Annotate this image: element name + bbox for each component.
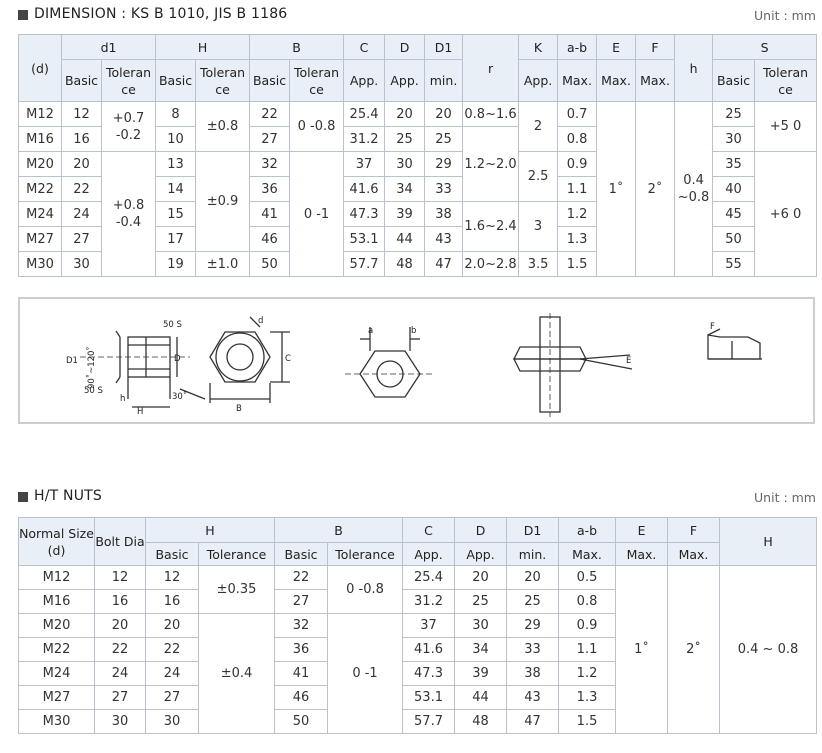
cell-B: 22 [275,566,328,590]
cell-bolt: 27 [95,686,146,710]
subhead-basic: Basic [275,543,328,566]
cell-D: 30 [455,614,507,638]
cell-size: M30 [19,710,95,734]
cell-C: 37 [403,614,455,638]
cell-C: 31.2 [344,127,385,152]
cell-ab: 1.2 [558,202,597,227]
cell-S-tol: +6 0 [755,152,817,277]
label-D: D [174,354,181,364]
cell-C: 41.6 [403,638,455,662]
cell-B: 27 [250,127,290,152]
cell-B: 46 [275,686,328,710]
subhead-tolerance: Toleran ce [196,60,250,102]
cell-ab: 1.3 [559,686,616,710]
cell-C: 53.1 [403,686,455,710]
cell-r: 2.0~2.8 [463,252,519,277]
cell-B: 36 [250,177,290,202]
cell-ab: 1.1 [559,638,616,662]
col-bolt-dia: Bolt Dia [95,518,146,566]
col-H: H [156,35,250,60]
cell-ab: 1.5 [558,252,597,277]
subhead-basic: Basic [62,60,102,102]
cell-ab: 0.9 [559,614,616,638]
subhead-tolerance: Toleran ce [290,60,344,102]
cell-H: 15 [156,202,196,227]
label-50s: 50 S [163,320,182,330]
cell-d1: 30 [62,252,102,277]
cell-D: 39 [385,202,425,227]
cell-bolt: 12 [95,566,146,590]
col-E: E [597,35,636,60]
section-bullet-icon [18,492,28,502]
cell-B: 50 [275,710,328,734]
table-row [19,566,817,590]
cell-D1: 38 [425,202,463,227]
cell-B-tol: 0 -1 [328,614,403,734]
cell-size: M12 [19,566,95,590]
label-F: F [710,322,715,332]
cell-B-tol: 0 -1 [290,152,344,277]
cell-B: 36 [275,638,328,662]
cell-S: 45 [713,202,755,227]
cell-D1: 33 [425,177,463,202]
cell-B-tol: 0 -0.8 [328,566,403,614]
label-30deg: 30˚ [172,392,188,402]
cell-bolt: 22 [95,638,146,662]
cell-h: 0.4 ~0.8 [675,102,713,277]
cell-size: M20 [19,152,62,177]
subhead-max: Max. [559,543,616,566]
cell-C: 41.6 [344,177,385,202]
cell-C: 31.2 [403,590,455,614]
section-title: H/T NUTS [34,488,103,504]
cell-S: 40 [713,177,755,202]
cell-H: 27 [146,686,199,710]
cell-bolt: 20 [95,614,146,638]
cell-ab: 0.8 [559,590,616,614]
label-D1: D1 [66,356,78,366]
subhead-tolerance: Toleran ce [102,60,156,102]
cell-H: 20 [146,614,199,638]
col-S: S [713,35,817,60]
cell-size: M16 [19,590,95,614]
label-angle: 90˚~120˚ [87,346,97,389]
cell-D1: 29 [507,614,559,638]
subhead-min: min. [425,60,463,102]
section-title: DIMENSION : KS B 1010, JIS B 1186 [34,6,288,22]
e-tolerance-drawing [514,313,632,417]
cell-D: 20 [385,102,425,127]
col-H: H [146,518,275,543]
cell-B: 32 [275,614,328,638]
cell-D1: 25 [425,127,463,152]
cell-D: 30 [385,152,425,177]
cell-H: 17 [156,227,196,252]
section-ht-nuts-header [18,486,816,508]
col-B: B [250,35,344,60]
cell-S-tol: +5 0 [755,102,817,152]
cell-E: 1˚ [597,102,636,277]
ab-tolerance-drawing [345,327,435,397]
cell-ab: 1.3 [558,227,597,252]
cell-size: M22 [19,638,95,662]
label-a: a [368,326,374,336]
cell-Hh: 0.4 ~ 0.8 [720,566,817,734]
col-F: F [668,518,720,543]
unit-label: Unit : mm [754,490,816,505]
cell-size: M24 [19,202,62,227]
cell-ab: 0.8 [558,127,597,152]
cell-r: 1.2~2.0 [463,127,519,202]
col-D: D [455,518,507,543]
subhead-app: App. [344,60,385,102]
cell-B: 27 [275,590,328,614]
cell-C: 25.4 [403,566,455,590]
cell-ab: 0.7 [558,102,597,127]
subhead-app: App. [519,60,558,102]
cell-H: 8 [156,102,196,127]
cell-H: 16 [146,590,199,614]
label-h: h [120,394,126,404]
label-B: B [236,404,242,414]
cell-F: 2˚ [668,566,720,734]
subhead-basic: Basic [713,60,755,102]
col-F: F [636,35,675,60]
cell-d1: 12 [62,102,102,127]
cell-size: M27 [19,686,95,710]
col-Hh: H [720,518,817,566]
cell-D: 44 [455,686,507,710]
cell-C: 25.4 [344,102,385,127]
cell-F: 2˚ [636,102,675,277]
cell-H-tol: ±1.0 [196,252,250,277]
cell-D1: 47 [425,252,463,277]
cell-H-tol: ±0.9 [196,152,250,252]
col-D1: D1 [507,518,559,543]
cell-S: 35 [713,152,755,177]
subhead-max: Max. [668,543,720,566]
cell-D: 34 [455,638,507,662]
cell-H: 14 [156,177,196,202]
cell-size: M16 [19,127,62,152]
col-D1: D1 [425,35,463,60]
cell-size: M12 [19,102,62,127]
cell-ab: 1.5 [559,710,616,734]
subhead-tolerance: Tolerance [199,543,275,566]
cell-ab: 0.5 [559,566,616,590]
cell-bolt: 30 [95,710,146,734]
cell-B: 50 [250,252,290,277]
cell-ab: 1.2 [559,662,616,686]
cell-d1: 27 [62,227,102,252]
cell-d1: 20 [62,152,102,177]
cell-S: 55 [713,252,755,277]
cell-D: 44 [385,227,425,252]
cell-D: 25 [385,127,425,152]
subhead-tolerance: Tolerance [328,543,403,566]
cell-B-tol: 0 -0.8 [290,102,344,152]
cell-K: 2 [519,102,558,152]
subhead-app: App. [385,60,425,102]
cell-E: 1˚ [616,566,668,734]
col-B: B [275,518,403,543]
cell-H: 19 [156,252,196,277]
cell-H: 10 [156,127,196,152]
cell-d1: 16 [62,127,102,152]
cell-bolt: 24 [95,662,146,686]
dimension-table [18,34,817,277]
cell-C: 53.1 [344,227,385,252]
subhead-max: Max. [558,60,597,102]
cell-H: 12 [146,566,199,590]
cell-B: 22 [250,102,290,127]
cell-B: 41 [275,662,328,686]
cell-H-tol: ±0.35 [199,566,275,614]
col-ab: a-b [558,35,597,60]
unit-label: Unit : mm [754,8,816,23]
col-h: h [675,35,713,102]
cell-D1: 43 [425,227,463,252]
cell-S: 30 [713,127,755,152]
col-D: D [385,35,425,60]
cell-ab: 1.1 [558,177,597,202]
section-bullet-icon [18,10,28,20]
label-b: b [411,326,417,336]
cell-S: 50 [713,227,755,252]
cell-C: 37 [344,152,385,177]
col-E: E [616,518,668,543]
cell-H-tol: ±0.8 [196,102,250,152]
subhead-tolerance: Toleran ce [755,60,817,102]
cell-size: M24 [19,662,95,686]
cell-D1: 47 [507,710,559,734]
subhead-basic: Basic [156,60,196,102]
f-tolerance-drawing [708,329,762,359]
label-E: E [626,356,632,366]
cell-d1-tol: +0.8 -0.4 [102,152,156,277]
cell-r: 0.8~1.6 [463,102,519,127]
cell-D1: 43 [507,686,559,710]
top-view-drawing [210,317,290,403]
subhead-min: min. [507,543,559,566]
cell-B: 46 [250,227,290,252]
cell-D1: 29 [425,152,463,177]
cell-ab: 0.9 [558,152,597,177]
cell-S: 25 [713,102,755,127]
nut-dimension-diagram [18,297,815,424]
cell-B: 41 [250,202,290,227]
cell-D1: 33 [507,638,559,662]
cell-D: 20 [455,566,507,590]
col-d1: d1 [62,35,156,60]
cell-C: 57.7 [344,252,385,277]
cell-d1: 22 [62,177,102,202]
cell-K: 3 [519,202,558,252]
cell-size: M20 [19,614,95,638]
cell-d1-tol: +0.7 -0.2 [102,102,156,152]
cell-size: M30 [19,252,62,277]
subhead-max: Max. [636,60,675,102]
cell-H: 13 [156,152,196,177]
cell-d1: 24 [62,202,102,227]
cell-size: M22 [19,177,62,202]
subhead-basic: Basic [146,543,199,566]
col-d: (d) [19,35,62,102]
cell-D1: 20 [425,102,463,127]
cell-C: 47.3 [344,202,385,227]
label-C: C [285,354,291,364]
cell-D1: 20 [507,566,559,590]
cell-B: 32 [250,152,290,177]
cell-H: 30 [146,710,199,734]
nut-drawings [20,299,813,422]
cell-bolt: 16 [95,590,146,614]
cell-K: 2.5 [519,152,558,202]
cell-D: 39 [455,662,507,686]
cell-H: 22 [146,638,199,662]
cell-D: 34 [385,177,425,202]
col-C: C [344,35,385,60]
col-ab: a-b [559,518,616,543]
col-r: r [463,35,519,102]
subhead-basic: Basic [250,60,290,102]
table-row [19,102,817,127]
cell-H: 24 [146,662,199,686]
cell-D1: 38 [507,662,559,686]
cell-K: 3.5 [519,252,558,277]
section-dimension-header [18,4,816,26]
ht-nuts-table [18,517,817,734]
label-H: H [137,407,144,417]
cell-H-tol: ±0.4 [199,614,275,734]
cell-D: 48 [385,252,425,277]
col-normal-size: Normal Size (d) [19,518,95,566]
label-d: d [258,316,264,326]
cell-D: 48 [455,710,507,734]
cell-size: M27 [19,227,62,252]
subhead-max: Max. [616,543,668,566]
cell-D: 25 [455,590,507,614]
cell-C: 47.3 [403,662,455,686]
subhead-max: Max. [597,60,636,102]
col-C: C [403,518,455,543]
cell-r: 1.6~2.4 [463,202,519,252]
col-K: K [519,35,558,60]
subhead-app: App. [455,543,507,566]
subhead-app: App. [403,543,455,566]
cell-D1: 25 [507,590,559,614]
label-50s-b: 50 S [84,386,103,396]
cell-C: 57.7 [403,710,455,734]
